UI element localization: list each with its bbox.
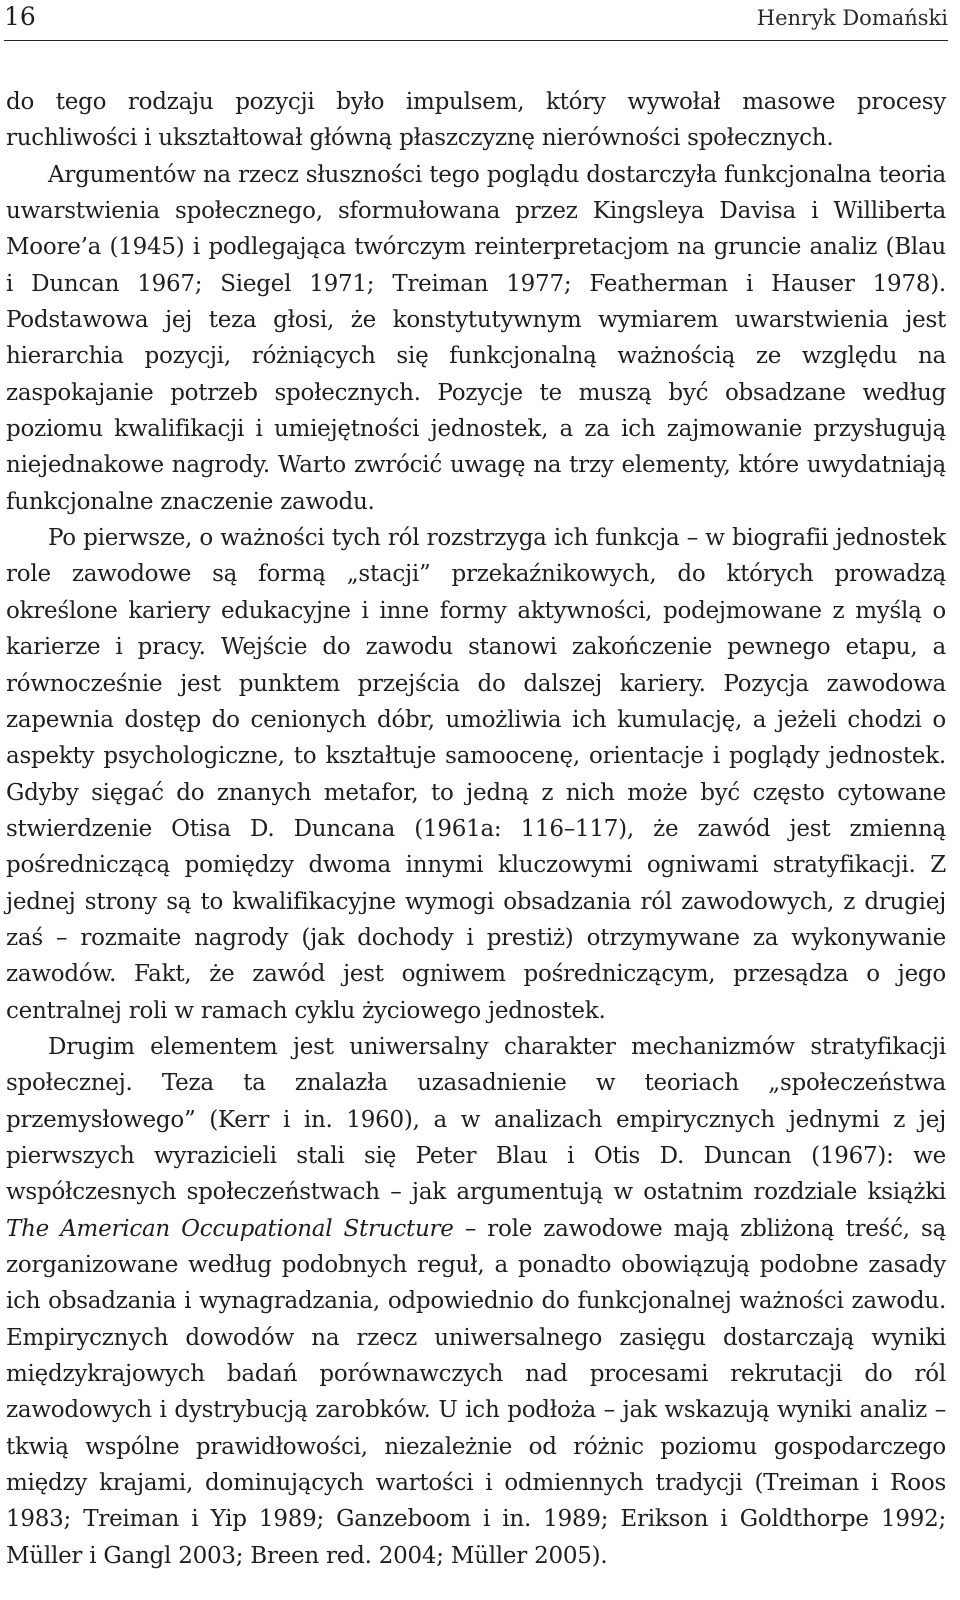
paragraph-functional-theory: Argumentów na rzecz słuszności tego poglądu dostarczyła funkcjonalna teoria uwarstwienia społecznego, sformułowana przez Kingsleya Davisa i Williberta Moore’a (1945) i podlegająca twórczym reinterpretacjom na gruncie analiz (Blau i Duncan 1967; Siegel 1971; Treiman 1977; Featherman i Hauser 1978). Podstawowa jej teza głosi, że konstytutywnym wymiarem uwarstwienia jest hierarchia pozycji, różniących się funkcjonalną ważnością ze względu na zaspokajanie potrzeb społecznych. Pozycje te muszą być obsadzane według poziomu kwalifikacji i umiejętności jednostek, a za ich zajmowanie przysługują niejednakowe nagrody. Warto zwrócić uwagę na trzy elementy, które uwydatniają funkcjonalne znaczenie zawodu. [6,161,946,515]
book-title: The American Occupational Structure [6,1215,454,1242]
paragraph-second-element [6,1029,946,1574]
page-number: 16 [4,2,36,31]
paragraph-text-before-title: Drugim elementem jest uniwersalny charakter mechanizmów stratyfikacji społecznej. Teza ta znalazła uzasadnienie w teoriach „społeczeństwa przemysłowego” (Kerr i in. 1960), a w analizach empirycznych jednymi z jej pierwszych wyrazicieli stali się Peter Blau i Otis D. Duncan (1967): we współczesnych społeczeństwach – jak argumentują w ostatnim rozdziale książki [6,1033,946,1206]
page-header [4,0,948,41]
paragraph-text-after-title: – role zawodowe mają zbliżoną treść, są zorganizowane według podobnych reguł, a ponadto obowiązują podobne zasady ich obsadzania i wynagradzania, odpowiednio do funkcjonalnej ważności zawodu. Empirycznych dowodów na rzecz uniwersalnego zasięgu dostarczają wyniki międzykrajowych badań porównawczych nad procesami rekrutacji do ról zawodowych i dystrybucją zarobków. U ich podłoża – jak wskazują wyniki analiz – tkwią wspólne prawidłowości, niezależnie od różnic poziomu gospodarczego między krajami, dominujących wartości i odmiennych tradycji (Treiman i Roos 1983; Treiman i Yip 1989; Ganzeboom i in. 1989; Erikson i Goldthorpe 1992; Müller i Gangl 2003; Breen red. 2004; Müller 2005). [6,1215,946,1569]
paragraph-first-element: Po pierwsze, o ważności tych ról rozstrzyga ich funkcja – w biografii jednostek role zawodowe są formą „stacji” przekaźnikowych, do których prowadzą określone kariery edukacyjne i inne formy aktywności, podejmowane z myślą o karierze i pracy. Wejście do zawodu stanowi zakończenie pewnego etapu, a równocześnie jest punktem przejścia do dalszej kariery. Pozycja zawodowa zapewnia dostęp do cenionych dóbr, umożliwia ich kumulację, a jeżeli chodzi o aspekty psychologiczne, to kształtuje samoocenę, orientacje i poglądy jednostek. Gdyby sięgać do znanych metafor, to jedną z nich może być często cytowane stwierdzenie Otisa D. Duncana (1961a: 116–117), że zawód jest zmienną pośredniczącą pomiędzy dwoma innymi kluczowymi ogniwami stratyfikacji. Z jednej strony są to kwalifikacyjne wymogi obsadzania ról zawodowych, z drugiej zaś – rozmaite nagrody (jak dochody i prestiż) otrzymywane za wykonywanie zawodów. Fakt, że zawód jest ogniwem pośredniczącym, przesądza o jego centralnej roli w ramach cyklu życiowego jednostek. [6,525,946,1024]
paragraph-continued: do tego rodzaju pozycji było impulsem, który wywołał masowe procesy ruchliwości i ukształtował główną płaszczyznę nierówności społecznych. [6,89,946,152]
body-text [6,84,946,1574]
running-head-author: Henryk Domański [756,6,948,30]
